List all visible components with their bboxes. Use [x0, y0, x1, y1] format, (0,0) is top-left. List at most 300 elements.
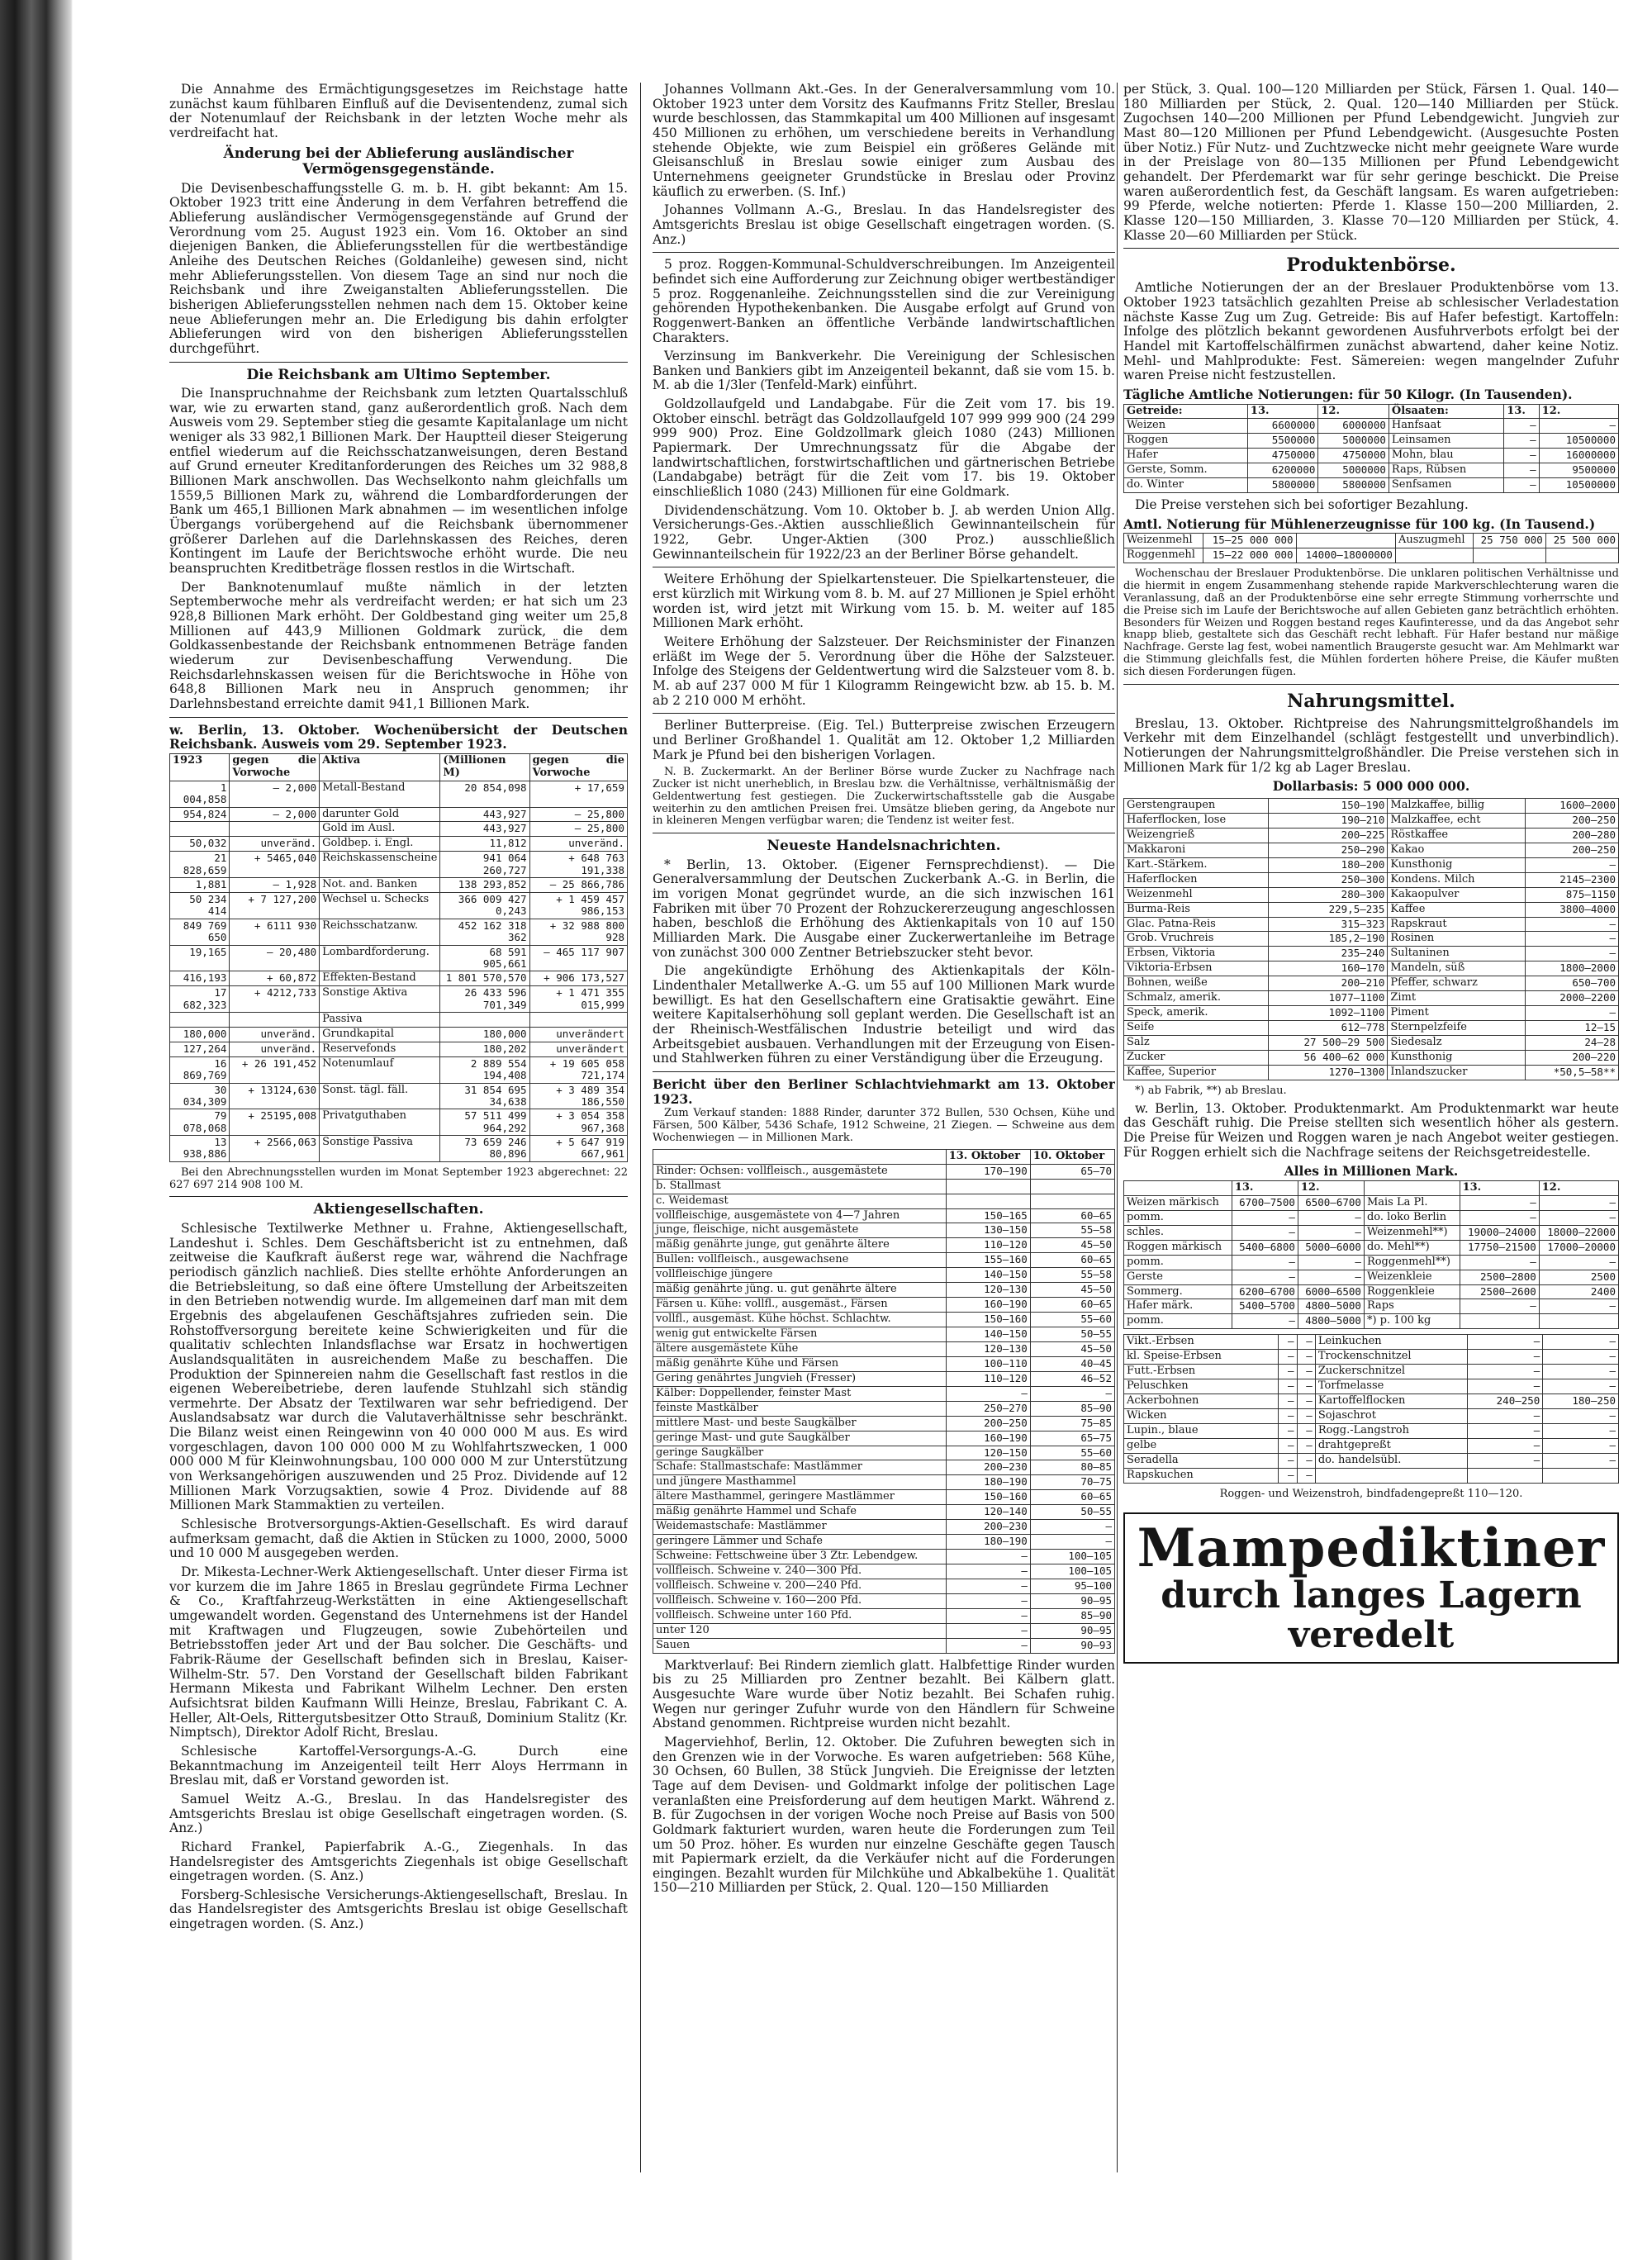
table-cell: 120—140 — [946, 1505, 1030, 1520]
table-cell: 6000000 — [1318, 419, 1389, 434]
table-cell: 50—55 — [1030, 1505, 1114, 1520]
table-cell: *50,5—58** — [1525, 1065, 1618, 1080]
table-cell: 10500000 — [1539, 434, 1618, 449]
table-row — [1124, 1225, 1619, 1240]
table-cell: 130—150 — [946, 1223, 1030, 1238]
table-cell: 95—100 — [1030, 1579, 1114, 1593]
table-cell: vollfleischige jüngere — [653, 1268, 947, 1283]
table-cell: Röstkaffee — [1388, 828, 1525, 843]
table-cell: Sommerg. — [1124, 1284, 1232, 1299]
column-header: 13. — [1247, 404, 1317, 419]
table-row — [170, 822, 628, 837]
table-cell: mäßig genährte junge, gut genährte ältere — [653, 1238, 947, 1253]
table-cell: + 1 459 457 986,153 — [529, 893, 627, 919]
table-cell: + 906 173,527 — [529, 971, 627, 986]
table-cell: — — [1467, 1379, 1543, 1394]
table-cell: 315—323 — [1269, 917, 1388, 932]
table-cell: — — [1298, 1255, 1364, 1270]
table-cell: Kaffee — [1388, 902, 1525, 917]
column-rule — [640, 83, 641, 2172]
table-cell: 160—190 — [946, 1298, 1030, 1313]
table-cell: 19000—24000 — [1460, 1225, 1539, 1240]
table-cell: Sonstige Aktiva — [320, 986, 440, 1013]
table-cell: — — [946, 1608, 1030, 1623]
footnote: *) ab Fabrik, **) ab Breslau. — [1135, 1084, 1287, 1097]
table-cell: — — [1467, 1423, 1543, 1438]
table-row — [1124, 419, 1619, 434]
table-cell: 366 009 427 0,243 — [440, 893, 529, 919]
table-cell — [440, 1012, 529, 1027]
table-cell: Siedesalz — [1388, 1036, 1525, 1051]
table-cell: — — [1525, 932, 1618, 947]
table-cell: Haferflocken — [1124, 872, 1269, 887]
table-cell: 6000—6500 — [1298, 1284, 1364, 1299]
table-cell: — — [1539, 419, 1618, 434]
paragraph: N. B. Zuckermarkt. An der Berliner Börse wurde Zucker zu Nachfrage nach Zucker ist nicht unerheblich, in Breslau bzw. die Verhältnisse, verhältnismäßig der Geldentwertung fest gestiegen. Die Zuckerwirtschaftsstelle gab die Ausgabe weiterhin zu den amtlichen Preisen frei. Umsätze blieben gering, da Angebote nur in kleineren Mengen verfügbar waren; die Tendenz ist weiter fest. — [653, 766, 1115, 828]
table-cell: — — [1030, 1535, 1114, 1550]
table-cell: 941 064 260,727 — [440, 852, 529, 878]
table-cell: 50—55 — [1030, 1327, 1114, 1342]
paragraph: Schlesische Brotversorgungs-Aktien-Gesellschaft. Es wird darauf aufmerksam gemacht, daß die Aktien in Stücken zu 1000, 2000, 5000 und 10 000 M ausgegeben werden. — [169, 1517, 628, 1561]
table-cell: — — [1543, 1365, 1619, 1379]
section-heading: Aktiengesellschaften. — [313, 1201, 484, 1218]
table-row — [1124, 1065, 1619, 1080]
table-cell: Salz — [1124, 1036, 1269, 1051]
table-row — [1124, 1240, 1619, 1255]
table-cell: 4750000 — [1247, 449, 1317, 463]
table-cell — [1030, 1194, 1114, 1208]
table-cell: 6200000 — [1247, 463, 1317, 478]
table-cell: pomm. — [1124, 1210, 1232, 1225]
table-cell: 180—190 — [946, 1535, 1030, 1550]
table-row — [170, 852, 628, 878]
table-cell: 50 234 414 — [170, 893, 230, 919]
table-cell: 120—150 — [946, 1446, 1030, 1460]
table-cell: Grundkapital — [320, 1027, 440, 1042]
table-cell: 5000—6000 — [1298, 1240, 1364, 1255]
table-cell: 85—90 — [1030, 1401, 1114, 1416]
table-cell: Peluschken — [1124, 1379, 1279, 1394]
column-header — [1124, 1180, 1232, 1195]
table-cell: unveränd. — [230, 837, 320, 852]
table-cell: — 25,800 — [529, 807, 627, 822]
table-cell: 280—300 — [1269, 887, 1388, 902]
table-cell: 2 889 554 194,408 — [440, 1056, 529, 1083]
table-cell: — — [1297, 1365, 1315, 1379]
divider — [1123, 248, 1619, 249]
table-row — [653, 1460, 1115, 1475]
table-cell: wenig gut entwickelte Färsen — [653, 1327, 947, 1342]
table-cell: — — [1543, 1335, 1619, 1350]
table-cell: darunter Gold — [320, 807, 440, 822]
column-header — [1364, 1180, 1460, 1195]
table-cell: Gering genährtes Jungvieh (Fresser) — [653, 1371, 947, 1386]
table-cell: Gerstengraupen — [1124, 799, 1269, 814]
column-header: Aktiva — [320, 753, 440, 781]
table-cell: 875—1150 — [1525, 887, 1618, 902]
table-cell: 138 293,852 — [440, 878, 529, 893]
table-cell: 6600000 — [1247, 419, 1317, 434]
table-cell: Reservefonds — [320, 1042, 440, 1056]
table-cell: Vikt.-Erbsen — [1124, 1335, 1279, 1350]
table-row — [653, 1238, 1115, 1253]
table-row — [1124, 1210, 1619, 1225]
paragraph: 5 proz. Roggen-Kommunal-Schuldverschreibungen. Im Anzeigenteil befindet sich eine Aufforderung zur Zeichnung obiger wertbeständiger 5 proz. Roggenanleihe. Zeichnungsstellen sind die zur Vereinigung gehörenden Hypothekenbanken. Die Ausgabe erfolgt auf Grund von Roggenwert-Banken an öffentliche Verbände landwirtschaftlichen Charakters. — [653, 257, 1115, 345]
table-cell: Reichsschatzanw. — [320, 919, 440, 945]
table-row — [170, 1109, 628, 1136]
table-cell: Grob. Vruchreis — [1124, 932, 1269, 947]
table-cell: Weizen märkisch — [1124, 1195, 1232, 1210]
table-cell: Metall-Bestand — [320, 781, 440, 807]
table-cell: 2400 — [1539, 1284, 1618, 1299]
column-2 — [653, 83, 1115, 2189]
table-cell: Färsen u. Kühe: vollfl., ausgemäst., Färsen — [653, 1298, 947, 1313]
table-row — [1124, 976, 1619, 991]
table-cell: — — [1467, 1365, 1543, 1379]
table-cell: 4800—5000 — [1298, 1299, 1364, 1314]
table-cell: Schmalz, amerik. — [1124, 991, 1269, 1006]
table-cell: — — [946, 1638, 1030, 1653]
table-cell: — — [946, 1593, 1030, 1608]
column-header: 1923 — [170, 753, 230, 781]
table-cell: Sonst. tägl. fäll. — [320, 1083, 440, 1109]
table-cell: 14000—18000000 — [1296, 548, 1395, 563]
table-cell: Wechsel u. Schecks — [320, 893, 440, 919]
table-row — [653, 1313, 1115, 1327]
table-cell: Futt.-Erbsen — [1124, 1365, 1279, 1379]
table-cell: — — [1279, 1468, 1297, 1483]
table-cell: + 7 127,200 — [230, 893, 320, 919]
table-cell: — — [1525, 1006, 1618, 1021]
table-cell: + 5465,040 — [230, 852, 320, 878]
table-cell: + 3 489 354 186,550 — [529, 1083, 627, 1109]
table-cell: Leinkuchen — [1315, 1335, 1467, 1350]
section-heading: Änderung bei der Ablieferung ausländischer Vermögensgegenstände. — [223, 145, 574, 178]
table-row — [653, 1638, 1115, 1653]
table-cell: Zucker — [1124, 1050, 1269, 1065]
table-cell: Erbsen, Viktoria — [1124, 947, 1269, 961]
table-cell: — — [1297, 1468, 1315, 1483]
table-cell: unverändert — [529, 1027, 627, 1042]
table-cell: Sauen — [653, 1638, 947, 1653]
table-cell: — — [1504, 449, 1539, 463]
table-cell: Kälber: Doppellender, feinster Mast — [653, 1386, 947, 1401]
table-row — [170, 893, 628, 919]
table-cell: 1 801 570,570 — [440, 971, 529, 986]
table-cell: Weizengrieß — [1124, 828, 1269, 843]
table-cell: Raps, Rübsen — [1389, 463, 1503, 478]
table-cell: unter 120 — [653, 1623, 947, 1638]
table-cell: 15—22 000 000 — [1203, 548, 1296, 563]
table-cell: — — [1297, 1335, 1315, 1350]
table-cell: — — [1504, 478, 1539, 493]
table-heading: Bericht über den Berliner Schlachtviehmarkt am 13. Oktober 1923. — [653, 1076, 1115, 1107]
table-cell: — — [1539, 1210, 1618, 1225]
table-row — [170, 919, 628, 945]
table-cell: — — [1297, 1438, 1315, 1453]
table-cell: mäßig genährte Hammel und Schafe — [653, 1505, 947, 1520]
table-cell: — — [1467, 1335, 1543, 1350]
table-cell: — — [1467, 1438, 1543, 1453]
divider — [653, 713, 1115, 714]
table-row — [1124, 1335, 1619, 1350]
table-cell: — — [1525, 917, 1618, 932]
table-cell — [946, 1194, 1030, 1208]
table-cell: 140—150 — [946, 1268, 1030, 1283]
table-cell: 45—50 — [1030, 1238, 1114, 1253]
table-cell: — — [1298, 1270, 1364, 1284]
table-cell: — 20,480 — [230, 945, 320, 971]
table-row — [653, 1550, 1115, 1564]
table-cell: — — [1030, 1520, 1114, 1535]
table-cell: Trockenschnitzel — [1315, 1350, 1467, 1365]
column-header: 10. Oktober — [1030, 1149, 1114, 1164]
table-row — [653, 1579, 1115, 1593]
table-row — [1124, 1270, 1619, 1284]
table-cell: 85—90 — [1030, 1608, 1114, 1623]
table-row — [170, 1027, 628, 1042]
table-cell: — — [1232, 1225, 1298, 1240]
table-cell: — — [1539, 1299, 1618, 1314]
table-cell: 65—70 — [1030, 1164, 1114, 1179]
table-cell: 180,000 — [170, 1027, 230, 1042]
table-cell: 6500—6700 — [1298, 1195, 1364, 1210]
table-cell — [1473, 548, 1545, 563]
table-cell: — — [946, 1386, 1030, 1401]
paragraph: Magerviehhof, Berlin, 12. Oktober. Die Zufuhren bewegten sich in den Grenzen wie in der Vorwoche. Es waren aufgetrieben: 568 Kühe, 30 Ochsen, 60 Bullen, 38 Stück Jungvieh. Die Ereignisse der letzten Tage auf dem Devisen- und Goldmarkt infolge der politischen Lage veranlaßten eine Preisforderung auf dem heutigen Markt. Während z. B. für Zugochsen in der vorigen Woche noch Preise auf Basis von 500 Goldmark fakturiert wurden, waren heute die Forderungen zum Teil um 50 Proz. höher. Es wurden nur einzelne Geschäfte gegen Tausch mit Papiermark erzielt, da die Verkäufer nicht auf die Forderungen eingingen. Bezahlt wurden für Milchkühe und Abkalbekühe 1. Qualität 150—210 Milliarden per Stück, 2. Qual. 120—150 Milliarden — [653, 1734, 1115, 1896]
table-cell: — 1,928 — [230, 878, 320, 893]
table-cell: Weizen — [1124, 419, 1248, 434]
table-cell: drahtgepreßt — [1315, 1438, 1467, 1453]
table-cell: 200—230 — [946, 1520, 1030, 1535]
table-cell: 180,000 — [440, 1027, 529, 1042]
table-cell: mäßig genährte jüng. u. gut genährte ältere — [653, 1283, 947, 1298]
table-cell: 27 500—29 500 — [1269, 1036, 1388, 1051]
table-cell: 155—160 — [946, 1253, 1030, 1268]
paragraph: Forsberg-Schlesische Versicherungs-Aktiengesellschaft, Breslau. In das Handelsregister des Amtsgerichts Breslau ist obige Gesellschaft eingetragen worden. (S. Anz.) — [169, 1887, 628, 1932]
table-cell: mittlere Mast- und beste Saugkälber — [653, 1416, 947, 1431]
paragraph: Dr. Mikesta-Lechner-Werk Aktiengesellschaft. Unter dieser Firma ist vor kurzem die im Jahre 1865 in Breslau gegründete Firma Lechner & Co., Kraftfahrzeug-Werkstätten in eine Aktiengesellschaft umgewandelt worden. Gegenstand des Unternehmens ist der Handel mit Kraftwagen und Flugzeugen, sowie Zubehörteilen und Betriebsstoffen jeder Art und der Bau solcher. Die Geschäfts- und Fabrik-Räume der Gesellschaft befinden sich in Breslau, Kaiser-Wilhelm-Str. 57. Den Vorstand der Gesellschaft bilden Fabrikant Hermann Mikesta und Fabrikant Wilhelm Lechner. Den ersten Aufsichtsrat bilden Kaufmann Willi Heinze, Breslau, Fabrikant C. A. Heller, Alt-Oels, Rittergutsbesitzer Otto Strauß, Dominium Stalitz (Kr. Nimptsch), Direktor Adolf Richt, Breslau. — [169, 1564, 628, 1740]
table-cell: 25 750 000 — [1473, 534, 1545, 548]
table-cell: Roggenmehl**) — [1364, 1255, 1460, 1270]
reichsbank-ausweis-table — [169, 753, 628, 1162]
table-row — [1124, 902, 1619, 917]
table-cell: Gerste — [1124, 1270, 1232, 1284]
table-cell: Hanfsaat — [1389, 419, 1503, 434]
table-cell: Gerste, Somm. — [1124, 463, 1248, 478]
table-cell: — — [1297, 1379, 1315, 1394]
table-cell: 70—75 — [1030, 1475, 1114, 1490]
book-binding-gutter — [0, 0, 73, 2260]
table-cell: Kondens. Milch — [1388, 872, 1525, 887]
table-cell: — — [1232, 1270, 1298, 1284]
table-cell: do. handelsübl. — [1315, 1453, 1467, 1468]
table-cell: — — [1279, 1409, 1297, 1424]
table-cell: 60—65 — [1030, 1490, 1114, 1505]
paragraph: Samuel Weitz A.-G., Breslau. In das Handelsregister des Amtsgerichts Breslau ist obige Gesellschaft eingetragen worden. (S. Anz.) — [169, 1791, 628, 1836]
table-cell: Viktoria-Erbsen — [1124, 961, 1269, 976]
column-header: Getreide: — [1124, 404, 1248, 419]
table-cell: Reichskassenscheine — [320, 852, 440, 878]
table-cell — [1395, 548, 1473, 563]
table-cell: 55—58 — [1030, 1268, 1114, 1283]
table-cell: 20 854,098 — [440, 781, 529, 807]
table-cell — [1467, 1468, 1543, 1483]
table-cell: do. Winter — [1124, 478, 1248, 493]
table-cell: Goldbep. i. Engl. — [320, 837, 440, 852]
schlachtvieh-table — [653, 1149, 1115, 1654]
table-cell: — — [946, 1550, 1030, 1564]
table-cell: — — [1543, 1438, 1619, 1453]
table-row — [653, 1505, 1115, 1520]
table-row — [1124, 828, 1619, 843]
table-cell: Ackerbohnen — [1124, 1394, 1279, 1409]
table-cell: Kart.-Stärkem. — [1124, 857, 1269, 872]
table-row — [1124, 1314, 1619, 1329]
table-cell: Roggen märkisch — [1124, 1240, 1232, 1255]
table-cell — [170, 1012, 230, 1027]
table-cell: 1270—1300 — [1269, 1065, 1388, 1080]
table-cell: Seife — [1124, 1021, 1269, 1036]
table-cell: 26 433 596 701,349 — [440, 986, 529, 1013]
table-cell: — — [1460, 1255, 1539, 1270]
table-cell: Auszugmehl — [1395, 534, 1473, 548]
table-cell: vollfleisch. Schweine unter 160 Pfd. — [653, 1608, 947, 1623]
table-cell: + 17,659 — [529, 781, 627, 807]
table-cell: kl. Speise-Erbsen — [1124, 1350, 1279, 1365]
table-cell: vollfl., ausgemäst. Kühe höchst. Schlachtw. — [653, 1313, 947, 1327]
table-cell: 452 162 318 362 — [440, 919, 529, 945]
table-cell: 1,881 — [170, 878, 230, 893]
table-cell: Raps — [1364, 1299, 1460, 1314]
table-cell: 190—210 — [1269, 813, 1388, 828]
table-cell: Schafe: Stallmastschafe: Mastlämmer — [653, 1460, 947, 1475]
table-cell: 229,5—235 — [1269, 902, 1388, 917]
table-row — [1124, 1036, 1619, 1051]
table-cell: — — [1525, 857, 1618, 872]
section-heading: Produktenbörse. — [1286, 254, 1456, 277]
divider — [169, 717, 628, 718]
column-header: (Millionen M) — [440, 753, 529, 781]
table-cell: — — [1232, 1210, 1298, 1225]
table-cell: Sonstige Passiva — [320, 1136, 440, 1162]
paragraph: Johannes Vollmann A.-G., Breslau. In das Handelsregister des Amtsgerichts Breslau ist obige Gesellschaft eingetragen worden. (S. Anz.) — [653, 202, 1115, 247]
table-cell: + 6111 930 — [230, 919, 320, 945]
table-cell: — — [1539, 1195, 1618, 1210]
table-row — [653, 1164, 1115, 1179]
table-cell — [946, 1179, 1030, 1194]
paragraph: w. Berlin, 13. Oktober. Produktenmarkt. Am Produktenmarkt war heute das Geschäft ruhig. Die Preise stellten sich wesentlich höher als gestern. Die Preise für Weizen und Roggen waren je nach Angebot weiter gestiegen. Für Roggen erhielt sich die Nachfrage seitens der Reichsgetreidestelle. — [1123, 1100, 1619, 1160]
table-cell: — — [1297, 1394, 1315, 1409]
table-cell: Weidemastschafe: Mastlämmer — [653, 1520, 947, 1535]
table-cell: — — [1504, 419, 1539, 434]
table-cell: 90—93 — [1030, 1638, 1114, 1653]
table-row — [653, 1283, 1115, 1298]
table-cell: 6700—7500 — [1232, 1195, 1298, 1210]
table-cell: + 25195,008 — [230, 1109, 320, 1136]
table-cell: Zimt — [1388, 991, 1525, 1006]
table-cell: 1077—1100 — [1269, 991, 1388, 1006]
table-row — [1124, 872, 1619, 887]
table-cell: — — [1298, 1225, 1364, 1240]
table-cell: Schweine: Fettschweine über 3 Ztr. Lebendgew. — [653, 1550, 947, 1564]
table-row — [653, 1386, 1115, 1401]
table-cell: geringe Mast- und gute Saugkälber — [653, 1431, 947, 1446]
table-cell: Weizenmehl**) — [1364, 1225, 1460, 1240]
table-row — [653, 1623, 1115, 1638]
table-cell: Notenumlauf — [320, 1056, 440, 1083]
table-cell: 100—105 — [1030, 1550, 1114, 1564]
table-cell — [1030, 1179, 1114, 1194]
table-cell: 17000—20000 — [1539, 1240, 1618, 1255]
table-row — [1124, 1021, 1619, 1036]
table-row — [653, 1431, 1115, 1446]
table-cell: Lupin., blaue — [1124, 1423, 1279, 1438]
table-cell: 200—230 — [946, 1460, 1030, 1475]
table-cell: Rosinen — [1388, 932, 1525, 947]
table-row — [1124, 961, 1619, 976]
table-cell: — — [1279, 1335, 1297, 1350]
table-cell: 60—65 — [1030, 1298, 1114, 1313]
column-header: 12. — [1318, 404, 1389, 419]
table-cell: — — [1297, 1453, 1315, 1468]
table-cell: 55—60 — [1030, 1313, 1114, 1327]
table-cell: — — [1279, 1379, 1297, 1394]
table-cell: Malzkaffee, echt — [1388, 813, 1525, 828]
table-cell: 170—190 — [946, 1164, 1030, 1179]
table-cell: — — [946, 1579, 1030, 1593]
table-cell: 11,812 — [440, 837, 529, 852]
table-cell: Roggenkleie — [1364, 1284, 1460, 1299]
table-cell: Hafer märk. — [1124, 1299, 1232, 1314]
table-row — [653, 1564, 1115, 1579]
table-cell: Weizenmehl — [1124, 534, 1203, 548]
table-cell: 65—75 — [1030, 1431, 1114, 1446]
table-row — [653, 1253, 1115, 1268]
divider — [653, 252, 1115, 253]
table-cell: — — [1232, 1314, 1298, 1329]
table-cell — [170, 822, 230, 837]
paragraph: Goldzollaufgeld und Landabgabe. Für die Zeit vom 17. bis 19. Oktober einschl. beträgt das Goldzollaufgeld 107 999 999 900 (24 299 999 900) Proz. Eine Goldzollmark gleich 1080 (243) Millionen Papiermark. Der Umrechnungssatz für die Abgabe der landwirtschaftlichen, forstwirtschaftlichen und gärtnerischen Betriebe (Landabgabe) beträgt für die Zeit vom 17. bis 19. Oktober einschließlich 1080 (243) Millionen für eine Goldmark. — [653, 396, 1115, 500]
paragraph: Roggen- und Weizenstroh, bindfadengepreßt 110—120. — [1219, 1487, 1523, 1500]
table-cell: Bohnen, weiße — [1124, 976, 1269, 991]
table-cell — [1539, 1314, 1618, 1329]
table-row — [1124, 1195, 1619, 1210]
divider — [169, 362, 628, 363]
table-cell: Roggen — [1124, 434, 1248, 449]
table-cell: 120—130 — [946, 1283, 1030, 1298]
table-cell: — 2,000 — [230, 781, 320, 807]
paragraph: Die Devisenbeschaffungsstelle G. m. b. H. gibt bekannt: Am 15. Oktober 1923 tritt eine Änderung in dem Verfahren betreffend die Ablieferung ausländischer Vermögensgegenstände auf Grund der Verordnung vom 25. August 1923 ein. Vom 16. Oktober an sind diejenigen Banken, die Ablieferungsstellen für die wertbeständige Anleihe des Deutschen Reiches (Goldanleihe) gewesen sind, nicht mehr Ablieferungsstellen. Von diesem Tage an sind nur noch die Reichsbank und ihre Zweiganstalten Ablieferungsstellen. Die bisherigen Ablieferungsstellen nehmen nach dem 15. Oktober keine neue Ablieferungen mehr an. Die Erledigung bis dahin erfolgter Ablieferungen wird von den bisherigen Ablieferungsstellen durchgeführt. — [169, 180, 628, 356]
table-cell: 16 869,769 — [170, 1056, 230, 1083]
table-row — [170, 878, 628, 893]
table-cell: 180—190 — [946, 1475, 1030, 1490]
table-cell — [230, 1012, 320, 1027]
table-cell: 17 682,323 — [170, 986, 230, 1013]
table-cell: 200—250 — [1525, 843, 1618, 857]
paragraph: Berliner Butterpreise. (Eig. Tel.) Butterpreise zwischen Erzeugern und Berliner Großhandel 1. Qualität am 12. Oktober 1,2 Milliarden Mark je Pfund bei den bisherigen Vorlagen. — [653, 718, 1115, 762]
table-cell: 127,264 — [170, 1042, 230, 1056]
table-row — [653, 1608, 1115, 1623]
table-cell: 160—190 — [946, 1431, 1030, 1446]
table-cell: Sojaschrot — [1315, 1409, 1467, 1424]
section-heading: Nahrungsmittel. — [1287, 690, 1455, 712]
table-row — [1124, 991, 1619, 1006]
table-cell: Mais La Pl. — [1364, 1195, 1460, 1210]
table-cell: — — [1279, 1453, 1297, 1468]
table-row — [653, 1490, 1115, 1505]
table-cell: + 648 763 191,338 — [529, 852, 627, 878]
